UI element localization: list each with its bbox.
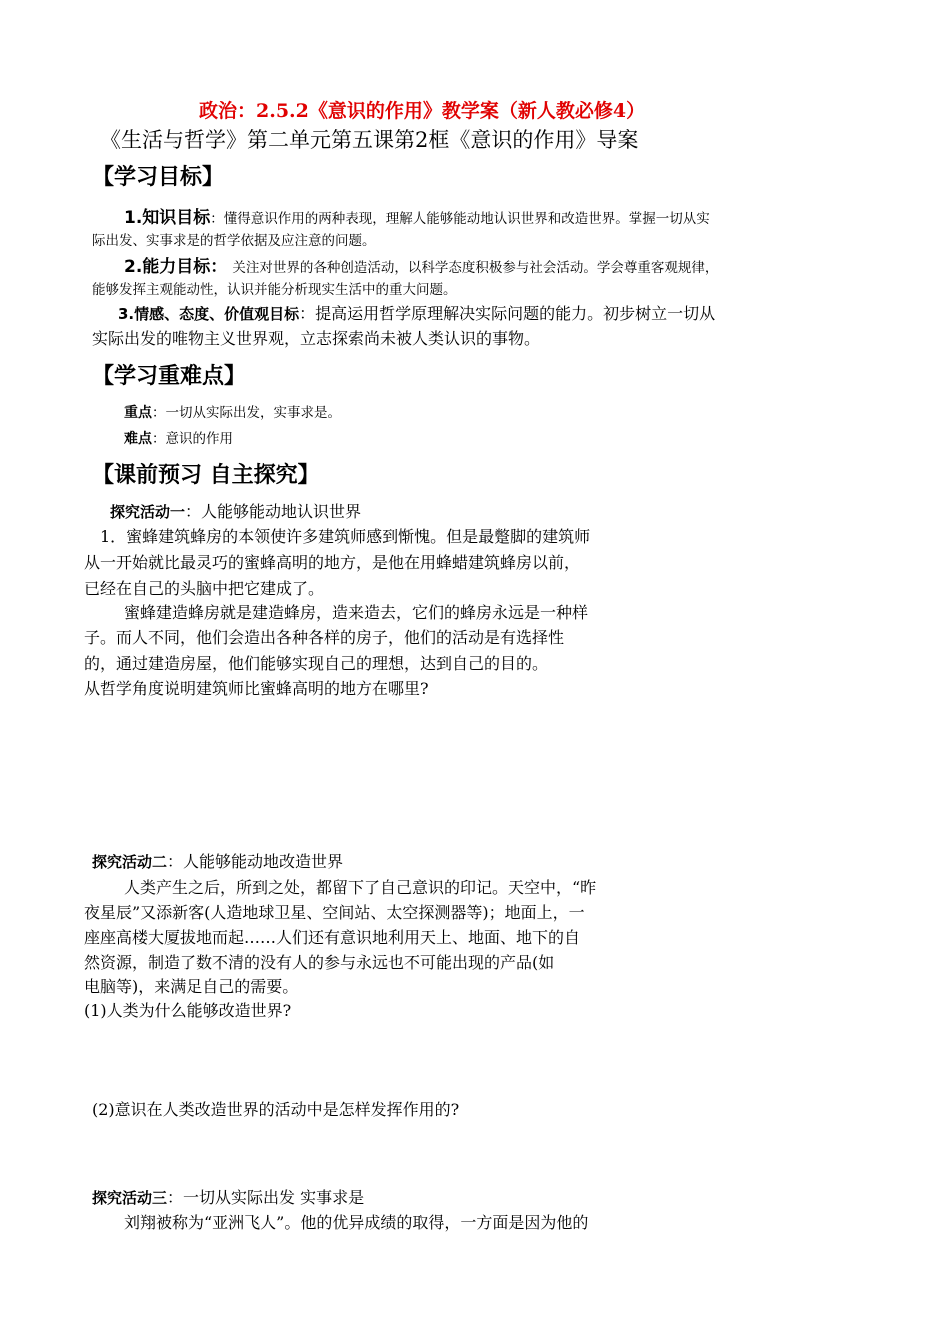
goal-knowledge-text-cont: 际出发、实事求是的哲学依据及应注意的问题。: [92, 233, 376, 249]
activity-three-line: 刘翔被称为“亚洲飞人”。他的优异成绩的取得，一方面是因为他的: [124, 1213, 589, 1232]
activity-one-line: 1．蜜蜂建筑蜂房的本领使许多建筑师感到惭愧。但是最蹩脚的建筑师: [100, 527, 591, 546]
activity-two-title: ：人能够能动地改造世界: [167, 852, 344, 871]
key-point: [124, 401, 341, 422]
goal-ability-text-cont: 能够发挥主观能动性，认识并能分析现实生活中的重大问题。: [92, 282, 457, 298]
activity-one-question: 从哲学角度说明建筑师比蜜蜂高明的地方在哪里?: [84, 679, 429, 698]
activity-two-line: 座座高楼大厦拔地而起……人们还有意识地利用天上、地面、地下的自: [84, 928, 581, 947]
activity-two-line: 夜星辰”又添新客(人造地球卫星、空间站、太空探测器等)；地面上，一: [84, 903, 585, 922]
goal-knowledge-label: 1.知识目标: [124, 208, 211, 228]
section-learning-goals: 【学习目标】: [92, 165, 225, 190]
activity-two-heading: [92, 849, 343, 872]
goal-ability-label: 2.能力目标：: [124, 257, 228, 277]
section-preview: 【课前预习 自主探究】: [92, 463, 320, 488]
goal-emotion: [118, 301, 715, 324]
goal-emotion-label: 3.情感、态度、价值观目标: [118, 305, 300, 323]
section-key-points: 【学习重难点】: [92, 364, 247, 389]
activity-two-question-1: (1)人类为什么能够改造世界?: [84, 1001, 292, 1020]
activity-one-line: 已经在自己的头脑中把它建成了。: [84, 579, 325, 598]
activity-one-heading: [110, 499, 361, 522]
activity-one-line: 蜜蜂建造蜂房就是建造蜂房，造来造去，它们的蜂房永远是一种样: [124, 603, 589, 622]
activity-one-title: ：人能够能动地认识世界: [185, 502, 362, 521]
activity-three-title: ：一切从实际出发 实事求是: [167, 1188, 365, 1207]
activity-three-heading: [92, 1185, 364, 1208]
goal-emotion-text: 提高运用哲学原理解决实际问题的能力。初步树立一切从: [315, 304, 716, 323]
goal-emotion-colon: ：: [299, 304, 316, 323]
goal-knowledge: [124, 203, 710, 228]
activity-one-line: 子。而人不同，他们会造出各种各样的房子，他们的活动是有选择性: [84, 628, 565, 647]
hard-point-text: ：意识的作用: [152, 431, 233, 447]
activity-one-line: 从一开始就比最灵巧的蜜蜂高明的地方，是他在用蜂蜡建筑蜂房以前，: [84, 553, 581, 572]
activity-three-label: 探究活动三: [92, 1189, 168, 1207]
goal-knowledge-colon: ：: [210, 211, 224, 227]
goal-ability: [124, 252, 718, 277]
hard-point-label: 难点: [124, 431, 152, 447]
key-point-text: ：一切从实际出发，实事求是。: [152, 405, 341, 421]
hard-point: [124, 427, 233, 448]
activity-one-label: 探究活动一: [110, 503, 186, 521]
document-subtitle: 《生活与哲学》第二单元第五课第2框《意识的作用》导案: [100, 128, 639, 152]
activity-two-line: 然资源，制造了数不清的没有人的参与永远也不可能出现的产品(如: [84, 953, 555, 972]
goal-ability-text: 关注对世界的各种创造活动，以科学态度积极参与社会活动。学会尊重客观规律，: [232, 260, 719, 276]
document-title: 政治：2.5.2《意识的作用》教学案（新人教必修4）: [199, 100, 646, 122]
activity-two-label: 探究活动二: [92, 853, 168, 871]
key-point-label: 重点: [124, 405, 152, 421]
goal-emotion-text-cont: 实际出发的唯物主义世界观，立志探索尚未被人类认识的事物。: [92, 329, 541, 348]
goal-knowledge-text: 懂得意识作用的两种表现，理解人能够能动地认识世界和改造世界。掌握一切从实: [223, 211, 710, 227]
activity-one-line: 的，通过建造房屋，他们能够实现自己的理想，达到自己的目的。: [84, 654, 549, 673]
activity-two-question-2: (2)意识在人类改造世界的活动中是怎样发挥作用的?: [92, 1100, 460, 1119]
activity-two-line: 电脑等)，来满足自己的需要。: [84, 977, 299, 996]
activity-two-line: 人类产生之后，所到之处，都留下了自己意识的印记。天空中，“昨: [124, 878, 597, 897]
